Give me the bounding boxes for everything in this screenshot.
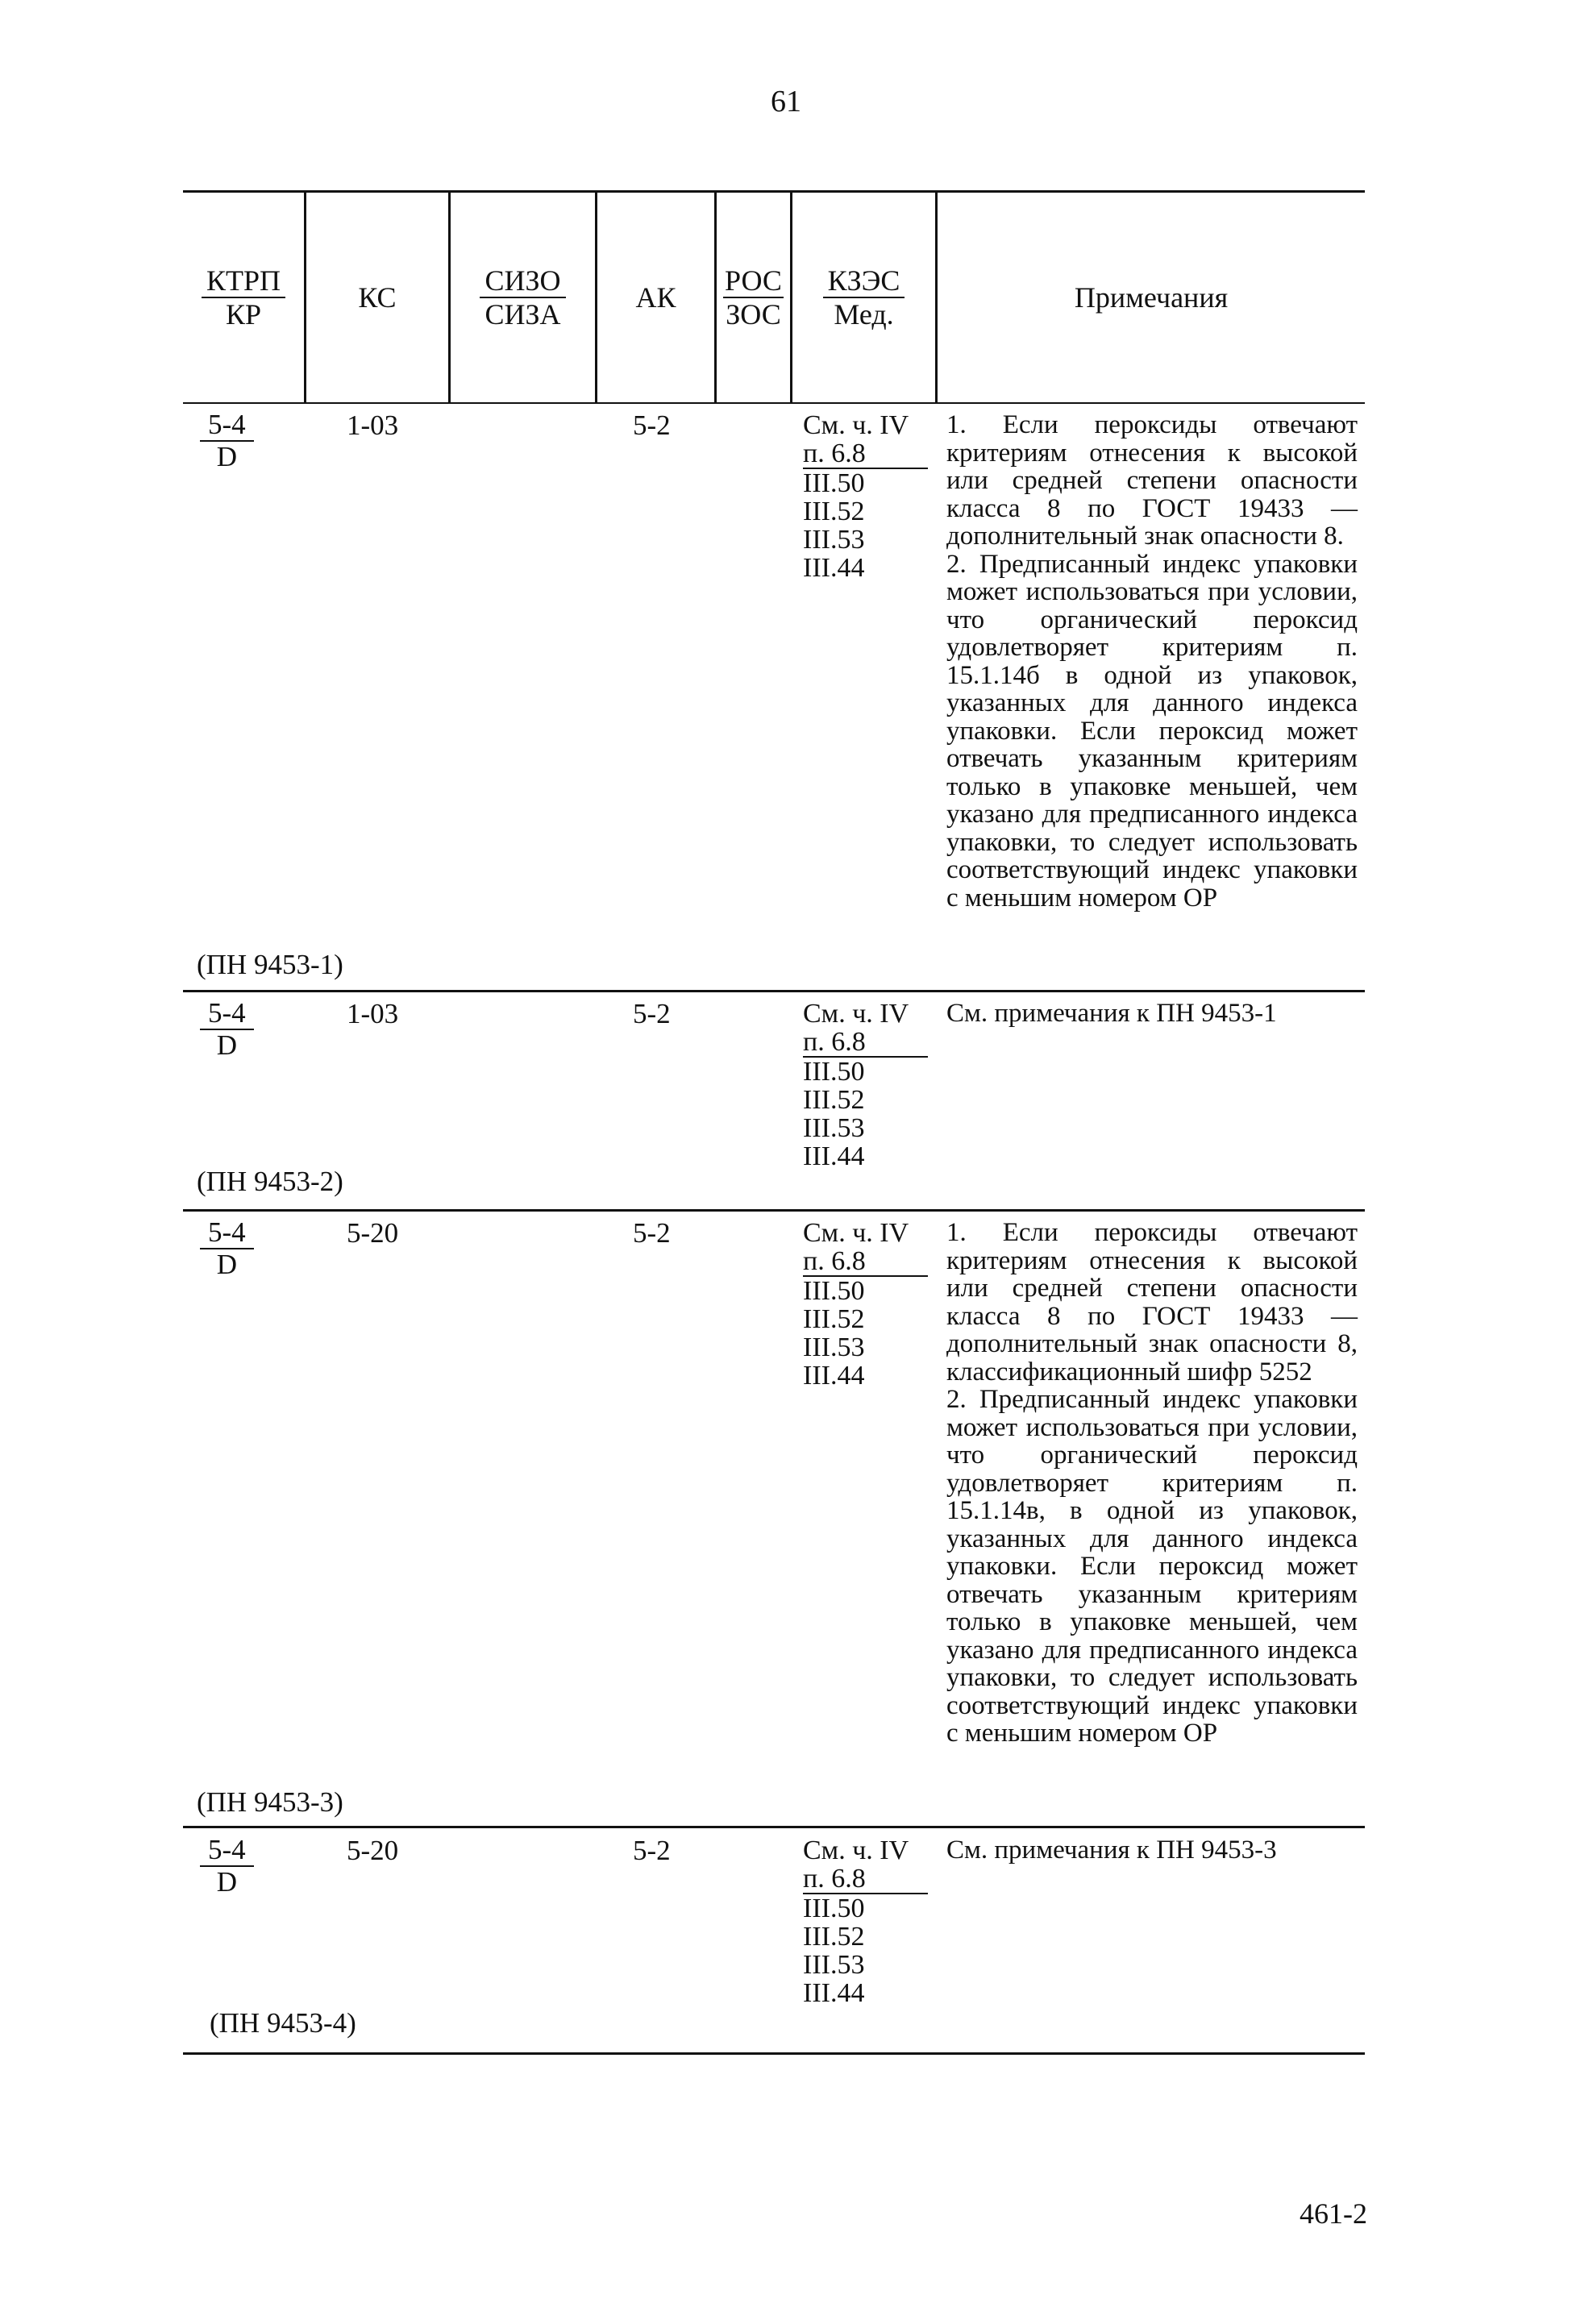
ktrp-value: 5-4 (200, 1217, 254, 1249)
note-paragraph: 1. Если пероксиды отвечают критериям отнесения к высокой или средней степени опасности класса 8 по ГОСТ 19433 —дополнительный знак опасности 8, классификационный шифр 5252 (946, 1218, 1358, 1387)
header-ks: КС (358, 281, 397, 314)
kzes-line: III.50 (803, 1894, 865, 1923)
header-sizo-siza (451, 192, 595, 403)
ak-value: 5-2 (633, 1217, 671, 1249)
header-notes: Примечания (1074, 281, 1229, 314)
kzes-line: См. ч. IV (803, 1836, 909, 1865)
header-med: Мед. (834, 298, 894, 331)
kzes-line: III.44 (803, 553, 865, 583)
ak-value: 5-2 (633, 998, 671, 1029)
kzes-line: См. ч. IV (803, 999, 909, 1029)
kzes-line: III.52 (803, 1085, 865, 1115)
kzes-line: III.53 (803, 1332, 865, 1362)
header-ros: РОС (725, 264, 782, 297)
kzes-line: III.50 (803, 468, 865, 498)
header-kzes: КЗЭС (823, 264, 905, 298)
ktrp-kr-fraction (200, 410, 254, 472)
row-divider (183, 990, 1365, 992)
header-ros-zos (717, 192, 790, 403)
note-paragraph: 2. Предписанный индекс упаковки может использоваться при условии, что органический пероксид удовлетворяет критериям п. 15.1.14б в одной из упаковок, указанных для данного индекса упаковки. Если пероксид может отвечать указанным критериям только в упаковке меньшей, чем указано для предписанного индекса упаковки, то следует использовать соответствующий индекс упаковки с меньшим номером ОР (946, 549, 1358, 913)
ak-value: 5-2 (633, 1835, 671, 1866)
kzes-line: III.44 (803, 1141, 865, 1171)
footer-code: 461-2 (1300, 2197, 1367, 2230)
kzes-med-cell (803, 1219, 928, 1390)
ktrp-value: 5-4 (200, 998, 254, 1030)
header-ktrp: КТРП (202, 264, 285, 298)
kzes-line: III.52 (803, 497, 865, 526)
ktrp-kr-fraction (200, 1835, 254, 1898)
notes-cell (946, 1000, 1358, 1028)
row-divider (183, 1826, 1365, 1828)
kzes-line: III.53 (803, 1113, 865, 1143)
header-ak: АК (635, 281, 676, 314)
note-paragraph: См. примечания к ПН 9453-1 (946, 999, 1277, 1028)
kzes-line: III.53 (803, 525, 865, 555)
kzes-line: п. 6.8 (803, 1865, 928, 1894)
kzes-line: III.52 (803, 1304, 865, 1334)
ks-value: 5-20 (347, 1217, 399, 1249)
kzes-line: III.50 (803, 1276, 865, 1306)
header-sizo: СИЗО (480, 264, 565, 298)
kzes-line: См. ч. IV (803, 1218, 909, 1248)
ks-value: 1-03 (347, 998, 399, 1029)
header-ktrp-kr (183, 192, 304, 403)
kr-value: D (216, 441, 237, 472)
ktrp-value: 5-4 (200, 1835, 254, 1867)
kzes-line: п. 6.8 (803, 1247, 928, 1277)
note-paragraph: См. примечания к ПН 9453-3 (946, 1836, 1277, 1865)
note-paragraph: 1. Если пероксиды отвечают критериям отнесения к высокой или средней степени опасности класса 8 по ГОСТ 19433 —дополнительный знак опасности 8. (946, 410, 1358, 551)
ktrp-kr-fraction (200, 998, 254, 1061)
header-siza: СИЗА (484, 298, 561, 331)
pn-code: (ПН 9453-2) (197, 1166, 343, 1197)
header-kr: КР (225, 298, 262, 331)
kzes-line: III.50 (803, 1057, 865, 1087)
kzes-med-cell (803, 411, 928, 582)
kzes-line: III.53 (803, 1950, 865, 1980)
ak-value: 5-2 (633, 410, 671, 441)
kzes-med-cell (803, 1836, 928, 2007)
notes-cell (946, 1836, 1358, 1865)
pn-code: (ПН 9453-4) (210, 2007, 356, 2039)
notes-cell (946, 411, 1358, 912)
header-kzes-med (792, 192, 935, 403)
ks-value: 1-03 (347, 410, 399, 441)
ktrp-kr-fraction (200, 1217, 254, 1280)
notes-cell (946, 1219, 1358, 1748)
row-divider (183, 1209, 1365, 1212)
ktrp-value: 5-4 (200, 410, 254, 442)
kzes-line: III.44 (803, 1361, 865, 1391)
kzes-line: III.52 (803, 1922, 865, 1952)
page-number: 61 (771, 85, 801, 118)
ks-value: 5-20 (347, 1835, 399, 1866)
kzes-line: См. ч. IV (803, 410, 909, 440)
note-paragraph: 2. Предписанный индекс упаковки может использоваться при условии, что органический пероксид удовлетворяет критериям п. 15.1.14в, в одной из упаковок, указанных для данного индекса упаковки. Если пероксид может отвечать указанным критериям только в упаковке меньшей, чем указано для предписанного индекса упаковки, то следует использовать соответствующий индекс упаковки с меньшим номером ОР (946, 1385, 1358, 1748)
header-zos: ЗОС (726, 298, 781, 331)
kr-value: D (216, 1249, 237, 1280)
pn-code: (ПН 9453-3) (197, 1786, 343, 1818)
kzes-line: п. 6.8 (803, 439, 928, 469)
table-bottom-rule (183, 2052, 1365, 2055)
kr-value: D (216, 1029, 237, 1061)
kr-value: D (216, 1866, 237, 1898)
kzes-line: п. 6.8 (803, 1028, 928, 1058)
kzes-line: III.44 (803, 1978, 865, 2008)
pn-code: (ПН 9453-1) (197, 949, 343, 980)
kzes-med-cell (803, 1000, 928, 1170)
